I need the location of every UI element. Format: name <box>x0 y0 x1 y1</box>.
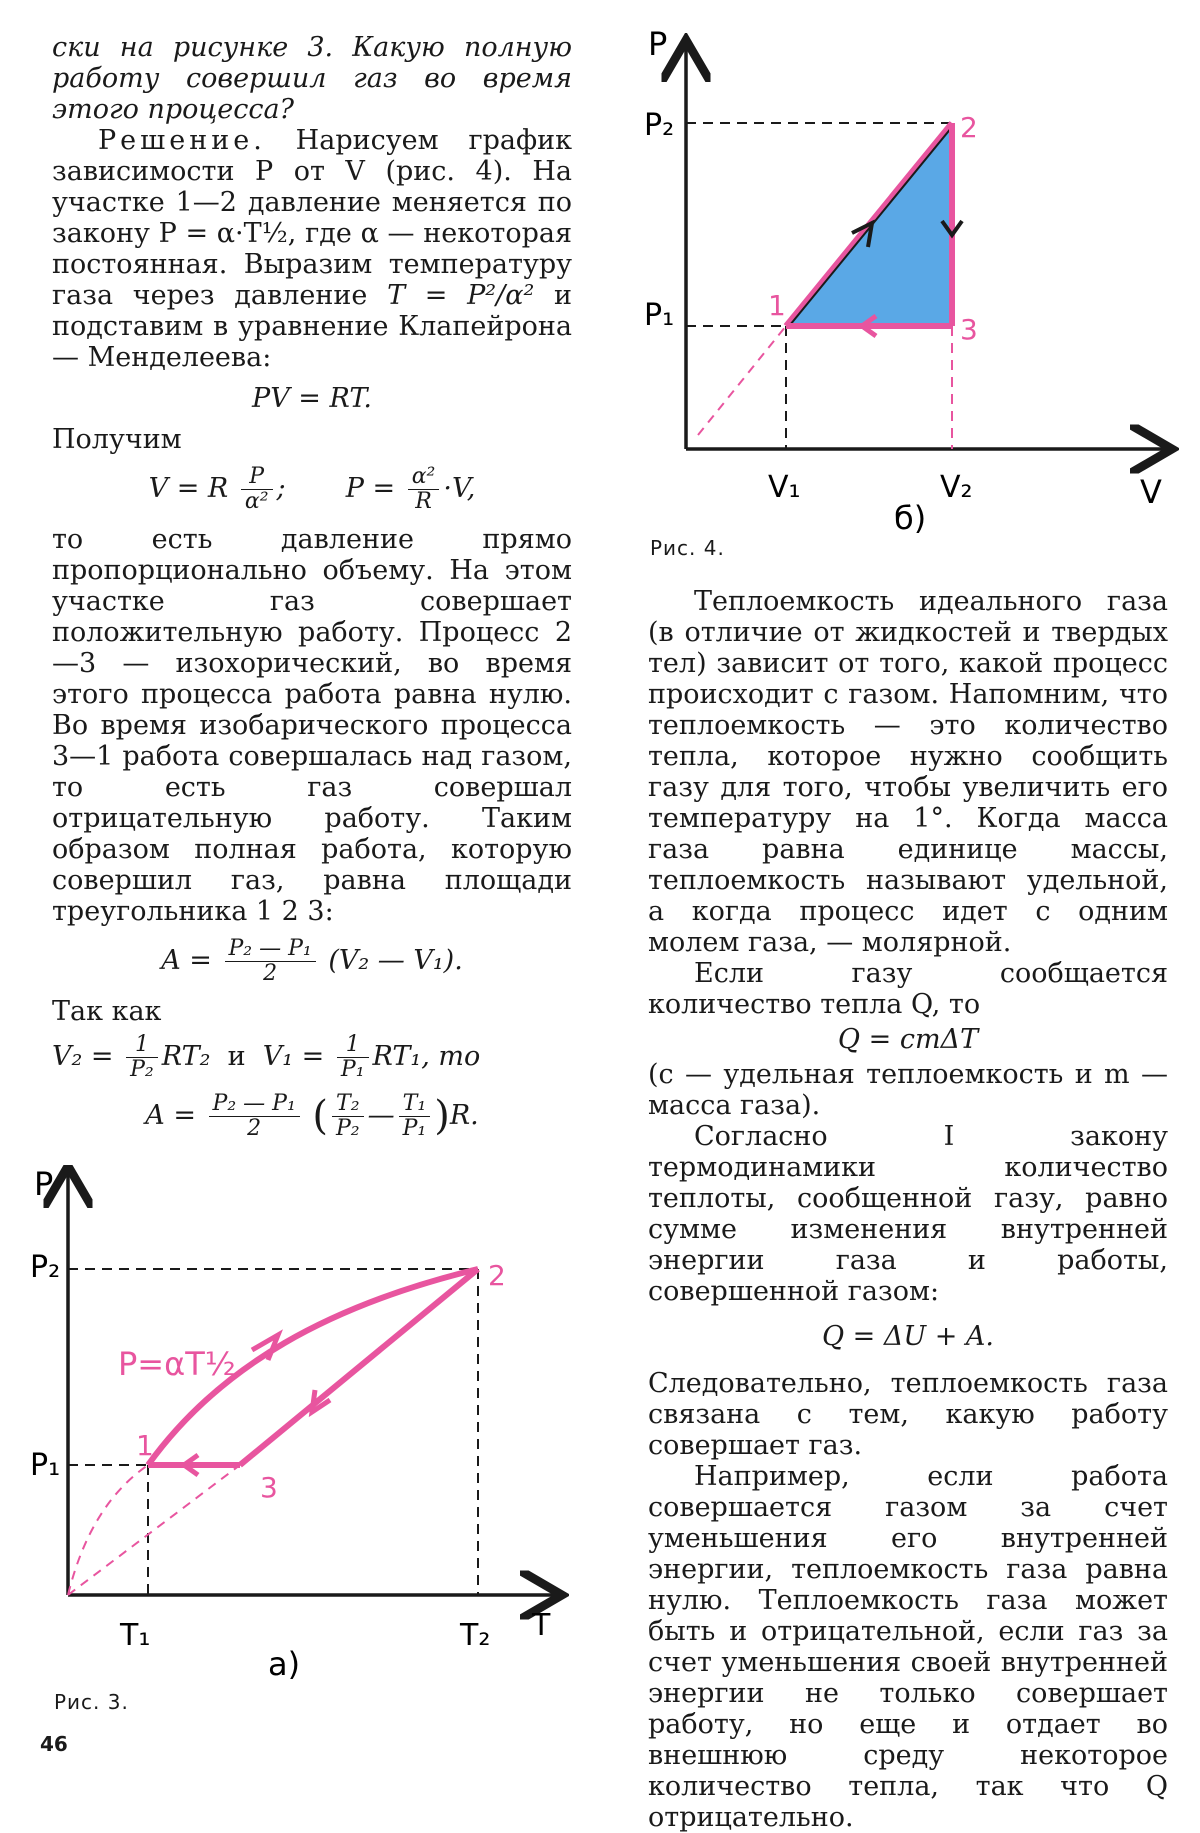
point-1-label: 1 <box>136 1429 154 1462</box>
eq-a2-num: P₂ — P₁ <box>209 1092 300 1117</box>
figure-4-sublabel: б) <box>894 499 927 535</box>
v1-label: V₁ <box>768 470 801 505</box>
line-3-extension-dash <box>68 1465 240 1595</box>
eq-p-lhs: P = <box>345 473 396 504</box>
point-1-label: 1 <box>768 289 786 322</box>
if-paragraph: Если газу сообщается количество тепла Q, то <box>648 958 1168 1020</box>
eq-a2-r: R. <box>449 1100 479 1131</box>
line-2-3 <box>240 1269 478 1465</box>
t2-label: T₂ <box>460 1618 491 1653</box>
axis-t-label: T <box>532 1608 551 1643</box>
axis-p-label: P <box>34 1165 54 1203</box>
eq-a2-lhs: A = <box>145 1100 196 1131</box>
heatcap-paragraph: Теплоемкость идеального газа (в отличие от жидкостей и твердых тел) зависит от того, какой процесс происходит с газом. Напомним, что теплоемкость — это количество тепла, которое нужно сообщить газу для того, чтобы увеличить его температуру на 1°. Когда масса газа равна единице массы, теплоемкость называют удельной, а когда процесс идет с одним молем газа, — молярной. <box>648 586 1168 958</box>
eq-a2-minus: — <box>367 1100 395 1131</box>
eq-a2-t1-fraction <box>399 1092 431 1141</box>
example-paragraph: Например, если работа совершается газом за счет уменьшения его внутренней энергии, теплоемкость газа равна нулю. Теплоемкость газа может быть и отрицательной, если газ за счет уменьшения своей внутренней энергии не только совершает работу, но еще и отдает во внешнюю среду некоторое количество тепла, так что Q отрицательно. <box>648 1461 1168 1833</box>
eq-a2-t2-fraction <box>332 1092 364 1141</box>
volume-substitution <box>52 1033 572 1082</box>
eq-v-num: P <box>241 465 273 490</box>
eq-v2-den: P₂ <box>130 1057 154 1082</box>
point-3-label: 3 <box>960 313 978 346</box>
eq-a2-t2-den: P₂ <box>335 1116 360 1141</box>
law-label: P=αT½ <box>118 1345 236 1383</box>
eq-a1-fraction <box>225 937 316 986</box>
eq-a2-fraction <box>209 1092 300 1141</box>
eq-v1-lhs: V₁ = <box>262 1041 325 1072</box>
intro-paragraph: ски на рисунке 3. Какую полную работу совершил газ во время этого процесса? <box>52 32 572 125</box>
eq-v2-num: 1 <box>126 1033 158 1058</box>
v2-label: V₂ <box>940 470 973 505</box>
eq-v-lhs: V = R <box>148 473 229 504</box>
point-2-label: 2 <box>960 111 978 144</box>
eq-a2-den: 2 <box>247 1116 262 1141</box>
eq-v2-rhs: RT₂ <box>161 1041 211 1072</box>
and-word: и <box>227 1041 246 1072</box>
eq-a2-t1-num: T₁ <box>399 1092 431 1117</box>
work-equation-2: A = $\frac{\text{P₂ — P₁}}{2}$ ( $\frac{\text{T₂}}{\text{P₂}}$ — $\frac{\text{T₁}}{\text{P₁}}$ )R. <box>145 1091 479 1141</box>
work-equation-1 <box>52 937 572 986</box>
law-extension-dash <box>68 1465 148 1595</box>
eq-a1-den: 2 <box>263 961 278 986</box>
eq-p-fraction <box>408 465 440 514</box>
eq-v2-lhs: V₂ = <box>52 1041 114 1072</box>
p2-label: P₂ <box>30 1250 61 1285</box>
point-2-label: 2 <box>488 1259 506 1292</box>
axis-v-label: V <box>1140 473 1162 511</box>
first-law-paragraph: Согласно I закону термодинамики количество теплоты, сообщенной газу, равно сумме изменения внутренней энергии газа и работы, совершенной газом: <box>648 1121 1168 1307</box>
since-label: Так как <box>52 996 162 1027</box>
t1-label: T₁ <box>120 1618 151 1653</box>
figure-4-pv-diagram <box>640 25 1180 535</box>
eq-v2-fraction <box>126 1033 158 1082</box>
temperature-formula: T = P²/α² <box>387 280 535 311</box>
solution-text: Нарисуем график зависимости P от V (рис. 4). На участке 1—2 давление меняется по закону P = α·T½, где α — некоторая постоянная. Выразим температуру газа через давление <box>52 125 572 311</box>
eq-v1-fraction <box>337 1033 369 1082</box>
eq-v-den: α² <box>244 489 269 514</box>
figure-3-caption: Рис. 3. <box>54 1690 129 1714</box>
where-paragraph: (c — удельная теплоемкость и m — масса газа). <box>648 1059 1168 1121</box>
volume-pressure-equations: V = R $\frac{P}{\text{α²}}$ ; P = $\frac{\text{α²}}{R}$ ·V, <box>148 464 476 514</box>
eq-a2-t2-num: T₂ <box>332 1092 364 1117</box>
p2-label: P₂ <box>644 108 675 143</box>
p1-label: P₁ <box>30 1448 61 1483</box>
proportional-paragraph: то есть давление прямо пропорционально объему. На этом участке газ совершает положительную работу. Процесс 2—3 — изохорический, во время этого процесса работа равна нулю. Во время изобарического процесса 3—1 работа совершалась над газом, то есть газ совершал отрицательную работу. Таким образом полная работа, которую совершил газ, равна площади треугольника 1 2 3: <box>52 524 572 927</box>
eq-p-rhs: ·V, <box>443 473 476 504</box>
right-column <box>648 586 1168 1833</box>
heat-equation: Q = cmΔT <box>837 1024 979 1055</box>
eq-a1-lhs: A = <box>161 945 212 976</box>
eq-p-num: α² <box>408 465 440 490</box>
p1-label: P₁ <box>644 298 675 333</box>
clapeyron-equation: PV = RT. <box>252 383 372 414</box>
eq-a1-num: P₂ — P₁ <box>225 937 316 962</box>
eq-v1-den: P₁ <box>340 1057 365 1082</box>
substitute-text: и подставим в уравнение Клапейрона — Менделеева: <box>52 280 572 373</box>
eq-a1-rhs: (V₂ — V₁). <box>328 945 463 976</box>
page-number: 46 <box>40 1732 68 1756</box>
eq-v-fraction <box>241 465 273 514</box>
first-law-equation: Q = ΔU + A. <box>821 1321 995 1352</box>
axis-p-label: P <box>648 25 668 63</box>
solution-label: Решение. <box>98 125 266 156</box>
solution-paragraph <box>52 125 572 373</box>
get-label: Получим <box>52 424 182 455</box>
figure-3-pt-diagram <box>30 1165 570 1695</box>
eq-v1-rhs: RT₁, то <box>372 1041 481 1072</box>
figure-4-caption: Рис. 4. <box>650 536 725 560</box>
point-3-label: 3 <box>260 1471 278 1504</box>
figure-3-sublabel: а) <box>268 1645 301 1683</box>
eq-p-den: R <box>415 489 432 514</box>
origin-extension-dash <box>698 326 786 435</box>
left-column <box>52 32 572 1151</box>
eq-a2-t1-den: P₁ <box>402 1116 427 1141</box>
eq-v1-num: 1 <box>337 1033 369 1058</box>
consequently-paragraph: Следовательно, теплоемкость газа связана с тем, какую работу совершает газ. <box>648 1368 1168 1461</box>
